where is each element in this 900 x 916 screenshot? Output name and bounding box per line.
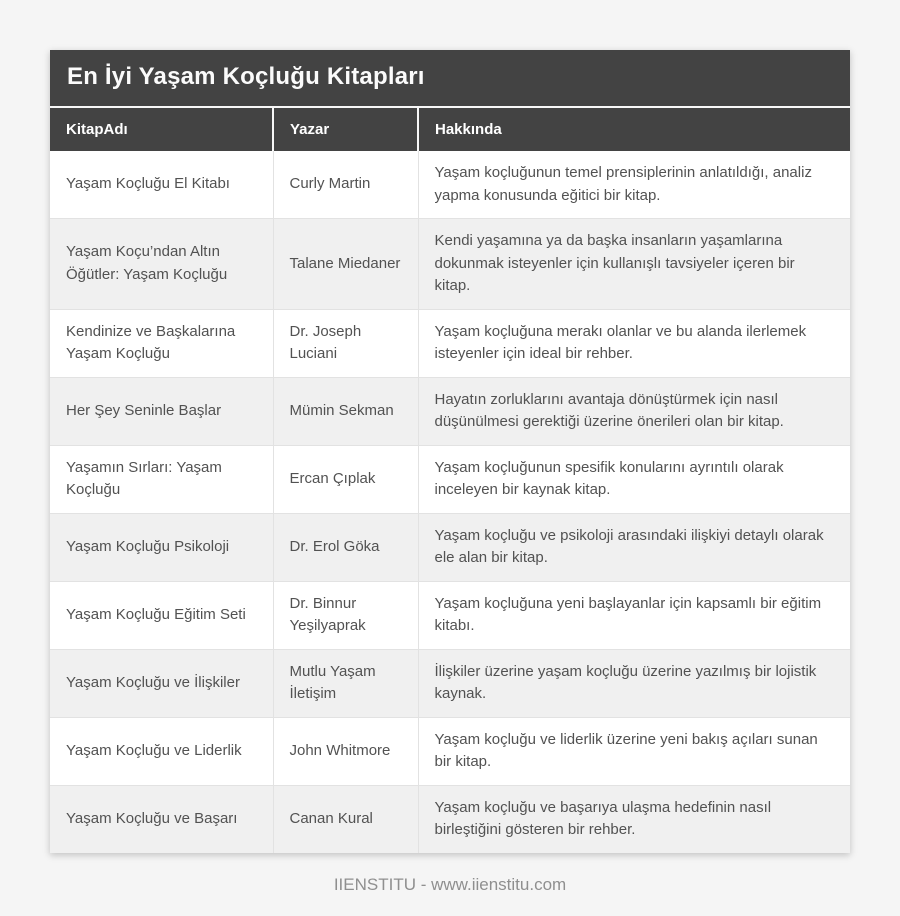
author-cell: Mutlu Yaşam İletişim	[273, 649, 418, 717]
description-cell: Kendi yaşamına ya da başka insanların yaşamlarına dokunmak isteyenler için kullanışlı tavsiyeler içeren bir kitap.	[418, 219, 850, 310]
column-header-kitapadi: KitapAdı	[50, 108, 273, 151]
book-name-cell: Yaşam Koçluğu ve Liderlik	[50, 717, 273, 785]
author-cell: Dr. Binnur Yeşilyaprak	[273, 581, 418, 649]
author-cell: John Whitmore	[273, 717, 418, 785]
page-title: En İyi Yaşam Koçluğu Kitapları	[50, 50, 850, 108]
description-cell: Yaşam koçluğuna yeni başlayanlar için kapsamlı bir eğitim kitabı.	[418, 581, 850, 649]
book-table-body	[50, 151, 850, 853]
author-cell: Ercan Çıplak	[273, 445, 418, 513]
table-header	[50, 108, 850, 151]
footer-credit: IIENSTITU - www.iienstitu.com	[333, 874, 567, 894]
book-name-cell: Yaşam Koçu’ndan Altın Öğütler: Yaşam Koçluğu	[50, 219, 273, 310]
author-cell: Dr. Joseph Luciani	[273, 309, 418, 377]
description-cell: Yaşam koçluğu ve başarıya ulaşma hedefinin nasıl birleştiğini gösteren bir rehber.	[418, 785, 850, 853]
author-cell: Curly Martin	[273, 151, 418, 219]
table-row	[50, 445, 850, 513]
book-name-cell: Yaşam Koçluğu ve İlişkiler	[50, 649, 273, 717]
book-name-cell: Yaşam Koçluğu El Kitabı	[50, 151, 273, 219]
author-cell: Mümin Sekman	[273, 377, 418, 445]
table-row	[50, 309, 850, 377]
author-cell: Dr. Erol Göka	[273, 513, 418, 581]
table-row	[50, 513, 850, 581]
books-table	[50, 108, 850, 853]
description-cell: Yaşam koçluğunun spesifik konularını ayrıntılı olarak inceleyen bir kaynak kitap.	[418, 445, 850, 513]
book-name-cell: Kendinize ve Başkalarına Yaşam Koçluğu	[50, 309, 273, 377]
author-cell: Talane Miedaner	[273, 219, 418, 310]
table-row	[50, 377, 850, 445]
table-row	[50, 581, 850, 649]
table-row	[50, 649, 850, 717]
table-row	[50, 219, 850, 310]
author-cell: Canan Kural	[273, 785, 418, 853]
table-row	[50, 717, 850, 785]
description-cell: Yaşam koçluğunun temel prensiplerinin anlatıldığı, analiz yapma konusunda eğitici bir kitap.	[418, 151, 850, 219]
table-header-row	[50, 108, 850, 151]
description-cell: Hayatın zorluklarını avantaja dönüştürmek için nasıl düşünülmesi gerektiği üzerine önerileri olan bir kitap.	[418, 377, 850, 445]
description-cell: Yaşam koçluğuna merakı olanlar ve bu alanda ilerlemek isteyenler için ideal bir rehber.	[418, 309, 850, 377]
book-list-card	[50, 50, 850, 853]
book-name-cell: Yaşamın Sırları: Yaşam Koçluğu	[50, 445, 273, 513]
book-name-cell: Yaşam Koçluğu Psikoloji	[50, 513, 273, 581]
book-name-cell: Her Şey Seninle Başlar	[50, 377, 273, 445]
column-header-yazar: Yazar	[273, 108, 418, 151]
book-name-cell: Yaşam Koçluğu ve Başarı	[50, 785, 273, 853]
table-row	[50, 785, 850, 853]
description-cell: İlişkiler üzerine yaşam koçluğu üzerine yazılmış bir lojistik kaynak.	[418, 649, 850, 717]
description-cell: Yaşam koçluğu ve psikoloji arasındaki ilişkiyi detaylı olarak ele alan bir kitap.	[418, 513, 850, 581]
column-header-hakkinda: Hakkında	[418, 108, 850, 151]
description-cell: Yaşam koçluğu ve liderlik üzerine yeni bakış açıları sunan bir kitap.	[418, 717, 850, 785]
table-row	[50, 151, 850, 219]
book-name-cell: Yaşam Koçluğu Eğitim Seti	[50, 581, 273, 649]
